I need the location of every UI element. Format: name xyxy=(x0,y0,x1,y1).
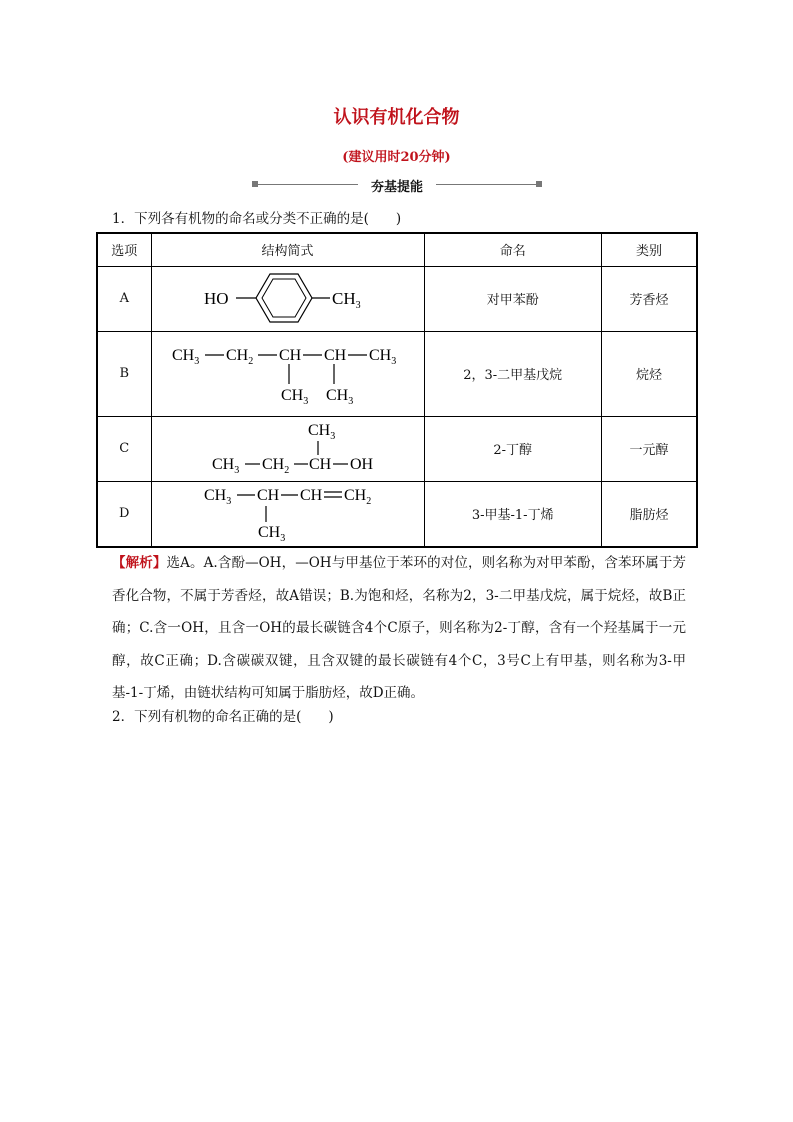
row-option: C xyxy=(97,416,151,481)
section-title: 夯基提能 xyxy=(370,180,423,195)
svg-text:CH3: $CH_3$ xyxy=(203,486,231,507)
divider-dot-right xyxy=(536,181,542,187)
row-category: 脂肪烃 xyxy=(601,481,697,547)
formula-group-right: $CH_3$ xyxy=(331,288,361,311)
svg-text:CH3: $CH_3$ xyxy=(368,346,396,367)
row-option: D xyxy=(97,481,151,547)
row-option: B xyxy=(97,331,151,416)
analysis-text: 选A。A.含酚—OH，—OH与甲基位于苯环的对位，则名称为对甲苯酚，含苯环属于芳香化合物，不属于芳香烃，故A错误；B.为饱和烃，名称为2，3-二甲基戊烷，属于烷烃，故B正确；C.含一OH，且含一OH的最长碳链含4个C原子，则名称为2-丁醇，含有一个羟基属于一元醇，故C正确；D.含碳碳双键，且含双键的最长碳链有4个C，3号C上有甲基，则名称为3-甲基-1-丁烯，由链状结构可知属于脂肪烃，故D正确。 xyxy=(112,555,686,701)
svg-text:OH: OH xyxy=(349,455,373,473)
row-category: 一元醇 xyxy=(601,416,697,481)
page-title: 认识有机化合物 xyxy=(333,107,460,128)
svg-text:CH: CH xyxy=(256,486,279,504)
question-1: 1．下列各有机物的命名或分类不正确的是( ) xyxy=(112,211,402,227)
structure-cell xyxy=(151,331,424,416)
formula-branches xyxy=(281,364,353,407)
row-category: 烷烃 xyxy=(601,331,697,416)
analysis-block xyxy=(112,547,686,710)
svg-text:CH3: $CH_3$ xyxy=(325,386,353,407)
header-name: 命名 xyxy=(424,233,601,266)
header-option: 选项 xyxy=(97,233,151,266)
question-1-table xyxy=(96,232,698,548)
benzene-inner-ring xyxy=(262,279,306,317)
table-row xyxy=(97,481,697,547)
row-name: 2，3-二甲基戊烷 xyxy=(424,331,601,416)
structure-cell xyxy=(151,266,424,331)
row-option: A xyxy=(97,266,151,331)
header-structure: 结构简式 xyxy=(151,233,424,266)
table-row xyxy=(97,416,697,481)
table-row xyxy=(97,266,697,331)
structure-formula-b xyxy=(152,332,424,412)
formula-main-chain xyxy=(172,347,396,367)
svg-text:CH: CH xyxy=(308,455,331,473)
structure-cell xyxy=(151,416,424,481)
divider-line-right xyxy=(436,184,536,185)
svg-text:CH2: $CH_2$ xyxy=(225,346,253,367)
structure-formula-c xyxy=(152,417,424,477)
formula-branches xyxy=(308,422,335,455)
svg-text:CH2: $CH_2$ xyxy=(343,486,371,507)
svg-text:CH: CH xyxy=(278,346,301,364)
row-name: 对甲苯酚 xyxy=(424,266,601,331)
row-name: 2-丁醇 xyxy=(424,416,601,481)
question-2: 2．下列有机物的命名正确的是( ) xyxy=(112,709,334,725)
page-subtitle: (建议用时20分钟) xyxy=(342,150,451,165)
analysis-tag: 【解析】 xyxy=(112,555,167,571)
svg-text:CH3: $CH_3$ xyxy=(257,523,285,542)
structure-formula-a xyxy=(152,267,424,327)
table-header-row xyxy=(97,233,697,266)
formula-main-chain xyxy=(204,487,371,507)
structure-formula-d xyxy=(152,482,424,542)
formula-main-chain xyxy=(212,456,374,476)
svg-text:CH: CH xyxy=(323,346,346,364)
row-name: 3-甲基-1-丁烯 xyxy=(424,481,601,547)
svg-text:CH3: $CH_3$ xyxy=(307,421,335,442)
row-category: 芳香烃 xyxy=(601,266,697,331)
svg-text:CH: CH xyxy=(299,486,322,504)
table-row xyxy=(97,331,697,416)
svg-text:CH3: $CH_3$ xyxy=(171,346,199,367)
benzene-ring xyxy=(256,274,312,322)
header-category: 类别 xyxy=(601,233,697,266)
formula-branches xyxy=(258,506,285,542)
structure-cell xyxy=(151,481,424,547)
svg-text:CH3: $CH_3$ xyxy=(280,386,308,407)
formula-group-left: HO xyxy=(203,288,229,308)
svg-text:CH2: $CH_2$ xyxy=(261,455,289,476)
svg-text:CH3: $CH_3$ xyxy=(211,455,239,476)
section-divider xyxy=(252,176,542,194)
